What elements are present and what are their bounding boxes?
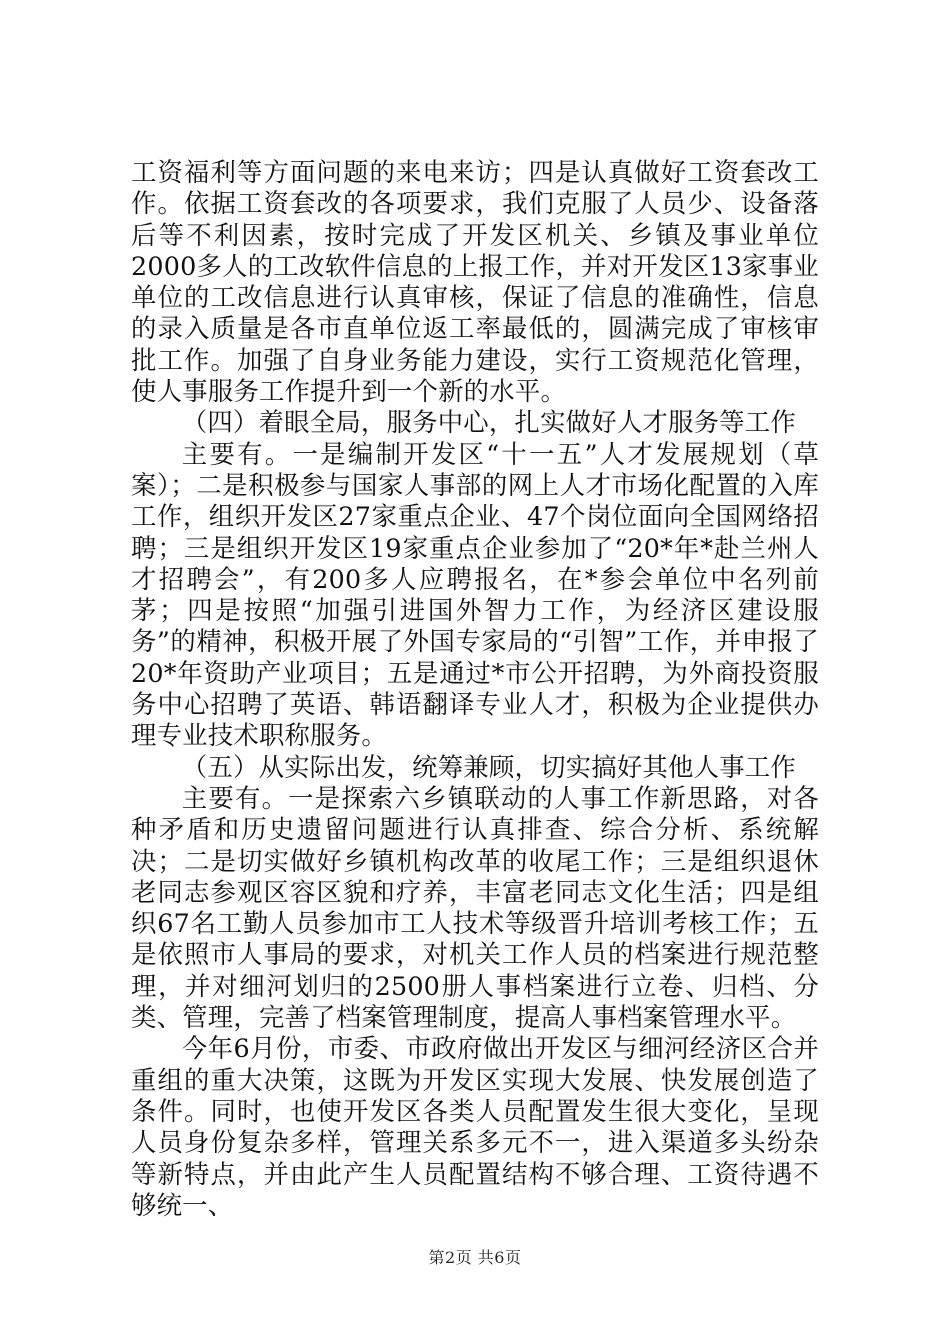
document-body [131,157,819,1221]
paragraph-merger-reorganization: 今年6月份，市委、市政府做出开发区与细河经济区合并重组的重大决策，这既为开发区实现大发展、快发展创造了条件。同时，也使开发区各类人员配置发生很大变化，呈现人员身份复杂多样，管理关系多元不一，进入渠道多头纷杂等新特点，并由此产生人员配置结构不够合理、工资待遇不够统一、 [131,1033,819,1220]
paragraph-other-personnel-work: 主要有。一是探索六乡镇联动的人事工作新思路，对各种矛盾和历史遗留问题进行认真排查、综合分析、系统解决；二是切实做好乡镇机构改革的收尾工作；三是组织退休老同志参观区容区貌和疗养，丰富老同志文化生活；四是组织67名工勤人员参加市工人技术等级晋升培训考核工作；五是依照市人事局的要求，对机关工作人员的档案进行规范整理，并对细河划归的2500册人事档案进行立卷、归档、分类、管理，完善了档案管理制度，提高人事档案管理水平。 [131,782,819,1033]
page-footer: 第2页 共6页 [428,1248,522,1267]
paragraph-wage-reform: 工资福利等方面问题的来电来访；四是认真做好工资套改工作。依据工资套改的各项要求，我们克服了人员少、设备落后等不利因素，按时完成了开发区机关、乡镇及事业单位2000多人的工改软件信息的上报工作，并对开发区13家事业单位的工改信息进行认真审核，保证了信息的准确性，信息的录入质量是各市直单位返工率最低的，圆满完成了审核审批工作。加强了自身业务能力建设，实行工资规范化管理，使人事服务工作提升到一个新的水平。 [131,157,819,407]
section-heading-talent-services: （四）着眼全局，服务中心，扎实做好人才服务等工作 [181,407,796,438]
section-heading-other-personnel-work: （五）从实际出发，统筹兼顾，切实搞好其他人事工作 [181,751,796,782]
paragraph-talent-services: 主要有。一是编制开发区“十一五”人才发展规划（草案）；二是积极参与国家人事部的网上人才市场化配置的入库工作，组织开发区27家重点企业、47个岗位面向全国网络招聘；三是组织开发区19家重点企业参加了“20*年*赴兰州人才招聘会”，有200多人应聘报名，在*参会单位中名列前茅；四是按照“加强引进国外智力工作，为经济区建设服务”的精神，积极开展了外国专家局的“引智”工作，并申报了20*年资助产业项目；五是通过*市公开招聘，为外商投资服务中心招聘了英语、韩语翻译专业人才，积极为企业提供办理专业技术职称服务。 [131,438,819,751]
